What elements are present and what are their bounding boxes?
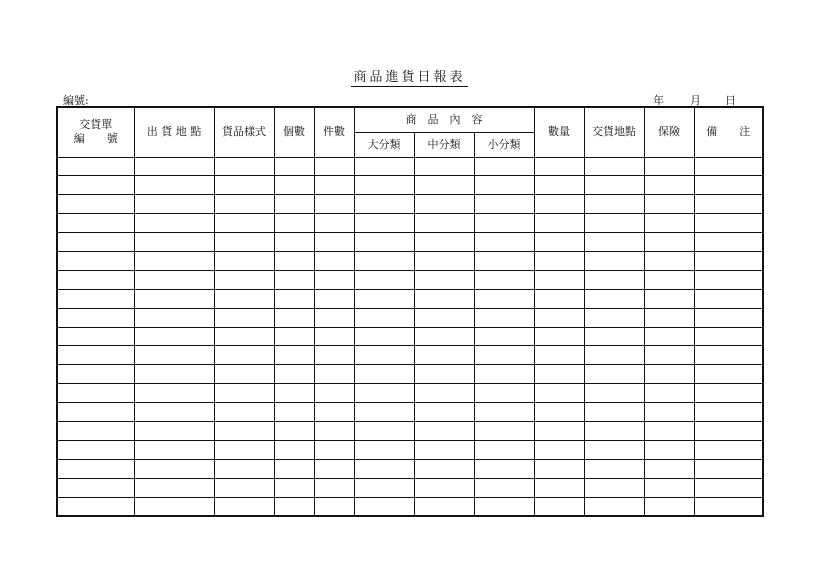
cell-delivery-place[interactable] bbox=[584, 346, 644, 365]
cell-style[interactable] bbox=[214, 440, 274, 459]
cell-medium-category[interactable] bbox=[414, 233, 474, 252]
cell-quantity[interactable] bbox=[534, 365, 584, 384]
table-row bbox=[57, 308, 763, 327]
cell-major-category[interactable] bbox=[354, 176, 414, 195]
cell-major-category[interactable] bbox=[354, 233, 414, 252]
cell-origin[interactable] bbox=[134, 214, 214, 233]
table-row bbox=[57, 289, 763, 308]
cell-units[interactable] bbox=[274, 421, 314, 440]
table-row bbox=[57, 327, 763, 346]
header-row-1 bbox=[57, 107, 763, 132]
cell-insurance[interactable] bbox=[644, 478, 694, 497]
cell-delivery-number[interactable] bbox=[57, 440, 134, 459]
cell-style[interactable] bbox=[214, 421, 274, 440]
cell-quantity[interactable] bbox=[534, 214, 584, 233]
table-row bbox=[57, 365, 763, 384]
cell-quantity[interactable] bbox=[534, 440, 584, 459]
cell-medium-category[interactable] bbox=[414, 497, 474, 516]
cell-major-category[interactable] bbox=[354, 195, 414, 214]
cell-medium-category[interactable] bbox=[414, 289, 474, 308]
cell-insurance[interactable] bbox=[644, 459, 694, 478]
cell-units[interactable] bbox=[274, 403, 314, 422]
header-remarks: 備 注 bbox=[694, 107, 763, 157]
cell-major-category[interactable] bbox=[354, 384, 414, 403]
cell-remarks[interactable] bbox=[694, 384, 763, 403]
cell-style[interactable] bbox=[214, 327, 274, 346]
cell-style[interactable] bbox=[214, 195, 274, 214]
cell-delivery-place[interactable] bbox=[584, 270, 644, 289]
cell-delivery-place[interactable] bbox=[584, 403, 644, 422]
header-delivery-number-line2: 編 號 bbox=[73, 132, 118, 146]
cell-style[interactable] bbox=[214, 176, 274, 195]
cell-style[interactable] bbox=[214, 384, 274, 403]
cell-delivery-number[interactable] bbox=[57, 289, 134, 308]
header-major-category: 大分類 bbox=[354, 132, 414, 157]
cell-major-category[interactable] bbox=[354, 440, 414, 459]
table-row bbox=[57, 421, 763, 440]
cell-origin[interactable] bbox=[134, 384, 214, 403]
cell-remarks[interactable] bbox=[694, 327, 763, 346]
table-row bbox=[57, 497, 763, 516]
cell-origin[interactable] bbox=[134, 403, 214, 422]
cell-quantity[interactable] bbox=[534, 384, 584, 403]
cell-delivery-place[interactable] bbox=[584, 233, 644, 252]
cell-quantity[interactable] bbox=[534, 478, 584, 497]
header-quantity: 數量 bbox=[534, 107, 584, 157]
cell-pieces[interactable] bbox=[314, 440, 354, 459]
cell-pieces[interactable] bbox=[314, 327, 354, 346]
cell-major-category[interactable] bbox=[354, 214, 414, 233]
cell-units[interactable] bbox=[274, 478, 314, 497]
cell-origin[interactable] bbox=[134, 289, 214, 308]
cell-units[interactable] bbox=[274, 346, 314, 365]
cell-medium-category[interactable] bbox=[414, 421, 474, 440]
table-row bbox=[57, 346, 763, 365]
cell-remarks[interactable] bbox=[694, 157, 763, 176]
cell-minor-category[interactable] bbox=[474, 478, 534, 497]
cell-origin[interactable] bbox=[134, 251, 214, 270]
cell-remarks[interactable] bbox=[694, 365, 763, 384]
cell-delivery-number[interactable] bbox=[57, 233, 134, 252]
table-row bbox=[57, 195, 763, 214]
cell-minor-category[interactable] bbox=[474, 270, 534, 289]
table-row bbox=[57, 214, 763, 233]
cell-major-category[interactable] bbox=[354, 157, 414, 176]
cell-major-category[interactable] bbox=[354, 497, 414, 516]
cell-style[interactable] bbox=[214, 403, 274, 422]
cell-units[interactable] bbox=[274, 440, 314, 459]
cell-medium-category[interactable] bbox=[414, 251, 474, 270]
cell-units[interactable] bbox=[274, 157, 314, 176]
cell-minor-category[interactable] bbox=[474, 327, 534, 346]
cell-minor-category[interactable] bbox=[474, 289, 534, 308]
cell-minor-category[interactable] bbox=[474, 214, 534, 233]
cell-medium-category[interactable] bbox=[414, 440, 474, 459]
cell-origin[interactable] bbox=[134, 308, 214, 327]
cell-pieces[interactable] bbox=[314, 157, 354, 176]
cell-pieces[interactable] bbox=[314, 270, 354, 289]
table-row bbox=[57, 157, 763, 176]
cell-delivery-number[interactable] bbox=[57, 176, 134, 195]
cell-remarks[interactable] bbox=[694, 251, 763, 270]
cell-quantity[interactable] bbox=[534, 459, 584, 478]
header-units: 個數 bbox=[274, 107, 314, 157]
cell-medium-category[interactable] bbox=[414, 308, 474, 327]
cell-major-category[interactable] bbox=[354, 327, 414, 346]
form-title-text: 商品進貨日報表 bbox=[353, 70, 466, 85]
cell-quantity[interactable] bbox=[534, 497, 584, 516]
cell-insurance[interactable] bbox=[644, 365, 694, 384]
cell-origin[interactable] bbox=[134, 157, 214, 176]
cell-medium-category[interactable] bbox=[414, 403, 474, 422]
cell-minor-category[interactable] bbox=[474, 233, 534, 252]
cell-quantity[interactable] bbox=[534, 233, 584, 252]
cell-medium-category[interactable] bbox=[414, 195, 474, 214]
cell-delivery-number[interactable] bbox=[57, 214, 134, 233]
cell-remarks[interactable] bbox=[694, 214, 763, 233]
cell-units[interactable] bbox=[274, 233, 314, 252]
table-row bbox=[57, 478, 763, 497]
cell-quantity[interactable] bbox=[534, 289, 584, 308]
cell-delivery-place[interactable] bbox=[584, 365, 644, 384]
cell-units[interactable] bbox=[274, 289, 314, 308]
cell-delivery-number[interactable] bbox=[57, 270, 134, 289]
cell-insurance[interactable] bbox=[644, 289, 694, 308]
cell-insurance[interactable] bbox=[644, 176, 694, 195]
cell-pieces[interactable] bbox=[314, 478, 354, 497]
cell-remarks[interactable] bbox=[694, 195, 763, 214]
cell-origin[interactable] bbox=[134, 195, 214, 214]
cell-medium-category[interactable] bbox=[414, 478, 474, 497]
cell-units[interactable] bbox=[274, 195, 314, 214]
cell-pieces[interactable] bbox=[314, 233, 354, 252]
cell-remarks[interactable] bbox=[694, 459, 763, 478]
date-year-label: 年 bbox=[653, 94, 664, 107]
date-day-label: 日 bbox=[725, 94, 736, 107]
cell-pieces[interactable] bbox=[314, 497, 354, 516]
cell-insurance[interactable] bbox=[644, 403, 694, 422]
cell-delivery-place[interactable] bbox=[584, 157, 644, 176]
cell-remarks[interactable] bbox=[694, 346, 763, 365]
cell-pieces[interactable] bbox=[314, 308, 354, 327]
cell-origin[interactable] bbox=[134, 497, 214, 516]
cell-insurance[interactable] bbox=[644, 421, 694, 440]
table-row bbox=[57, 440, 763, 459]
cell-minor-category[interactable] bbox=[474, 251, 534, 270]
cell-delivery-place[interactable] bbox=[584, 459, 644, 478]
cell-delivery-number[interactable] bbox=[57, 157, 134, 176]
cell-origin[interactable] bbox=[134, 421, 214, 440]
cell-pieces[interactable] bbox=[314, 421, 354, 440]
cell-delivery-place[interactable] bbox=[584, 176, 644, 195]
header-delivery-number bbox=[57, 107, 134, 157]
cell-pieces[interactable] bbox=[314, 214, 354, 233]
table-row bbox=[57, 251, 763, 270]
cell-style[interactable] bbox=[214, 459, 274, 478]
cell-minor-category[interactable] bbox=[474, 346, 534, 365]
cell-delivery-place[interactable] bbox=[584, 289, 644, 308]
cell-pieces[interactable] bbox=[314, 384, 354, 403]
cell-style[interactable] bbox=[214, 478, 274, 497]
table-row bbox=[57, 233, 763, 252]
cell-remarks[interactable] bbox=[694, 289, 763, 308]
cell-delivery-number[interactable] bbox=[57, 195, 134, 214]
cell-major-category[interactable] bbox=[354, 365, 414, 384]
cell-insurance[interactable] bbox=[644, 440, 694, 459]
cell-remarks[interactable] bbox=[694, 440, 763, 459]
table-row bbox=[57, 403, 763, 422]
cell-delivery-place[interactable] bbox=[584, 497, 644, 516]
table-row bbox=[57, 384, 763, 403]
cell-minor-category[interactable] bbox=[474, 421, 534, 440]
cell-units[interactable] bbox=[274, 327, 314, 346]
cell-units[interactable] bbox=[274, 365, 314, 384]
cell-units[interactable] bbox=[274, 176, 314, 195]
cell-medium-category[interactable] bbox=[414, 346, 474, 365]
cell-origin[interactable] bbox=[134, 270, 214, 289]
cell-major-category[interactable] bbox=[354, 270, 414, 289]
cell-minor-category[interactable] bbox=[474, 459, 534, 478]
cell-insurance[interactable] bbox=[644, 270, 694, 289]
header-origin: 出 貨 地 點 bbox=[134, 107, 214, 157]
cell-minor-category[interactable] bbox=[474, 176, 534, 195]
cell-insurance[interactable] bbox=[644, 214, 694, 233]
date-month-label: 月 bbox=[690, 94, 701, 107]
cell-quantity[interactable] bbox=[534, 308, 584, 327]
cell-insurance[interactable] bbox=[644, 157, 694, 176]
cell-major-category[interactable] bbox=[354, 478, 414, 497]
cell-medium-category[interactable] bbox=[414, 270, 474, 289]
serial-number-label: 編號: bbox=[63, 94, 89, 107]
cell-delivery-number[interactable] bbox=[57, 384, 134, 403]
cell-delivery-number[interactable] bbox=[57, 478, 134, 497]
cell-major-category[interactable] bbox=[354, 421, 414, 440]
cell-remarks[interactable] bbox=[694, 421, 763, 440]
cell-delivery-place[interactable] bbox=[584, 384, 644, 403]
cell-major-category[interactable] bbox=[354, 459, 414, 478]
header-style: 貨品樣式 bbox=[214, 107, 274, 157]
cell-origin[interactable] bbox=[134, 176, 214, 195]
header-minor-category: 小分類 bbox=[474, 132, 534, 157]
form-title bbox=[0, 66, 819, 85]
cell-origin[interactable] bbox=[134, 459, 214, 478]
cell-medium-category[interactable] bbox=[414, 459, 474, 478]
cell-medium-category[interactable] bbox=[414, 157, 474, 176]
cell-pieces[interactable] bbox=[314, 459, 354, 478]
header-content: 商 品 內 容 bbox=[354, 107, 534, 132]
cell-quantity[interactable] bbox=[534, 251, 584, 270]
cell-style[interactable] bbox=[214, 157, 274, 176]
cell-major-category[interactable] bbox=[354, 346, 414, 365]
cell-medium-category[interactable] bbox=[414, 365, 474, 384]
table-row bbox=[57, 459, 763, 478]
header-delivery-place: 交貨地點 bbox=[584, 107, 644, 157]
cell-insurance[interactable] bbox=[644, 233, 694, 252]
cell-minor-category[interactable] bbox=[474, 403, 534, 422]
cell-quantity[interactable] bbox=[534, 176, 584, 195]
table-row bbox=[57, 176, 763, 195]
cell-style[interactable] bbox=[214, 497, 274, 516]
cell-minor-category[interactable] bbox=[474, 384, 534, 403]
cell-pieces[interactable] bbox=[314, 176, 354, 195]
goods-receipt-table bbox=[56, 106, 764, 517]
cell-quantity[interactable] bbox=[534, 403, 584, 422]
cell-quantity[interactable] bbox=[534, 327, 584, 346]
cell-style[interactable] bbox=[214, 270, 274, 289]
cell-remarks[interactable] bbox=[694, 308, 763, 327]
header-pieces: 件數 bbox=[314, 107, 354, 157]
cell-style[interactable] bbox=[214, 365, 274, 384]
cell-minor-category[interactable] bbox=[474, 157, 534, 176]
cell-delivery-number[interactable] bbox=[57, 497, 134, 516]
cell-medium-category[interactable] bbox=[414, 327, 474, 346]
cell-delivery-number[interactable] bbox=[57, 308, 134, 327]
cell-pieces[interactable] bbox=[314, 251, 354, 270]
cell-remarks[interactable] bbox=[694, 176, 763, 195]
cell-pieces[interactable] bbox=[314, 195, 354, 214]
cell-quantity[interactable] bbox=[534, 421, 584, 440]
cell-origin[interactable] bbox=[134, 440, 214, 459]
cell-minor-category[interactable] bbox=[474, 365, 534, 384]
cell-units[interactable] bbox=[274, 384, 314, 403]
cell-delivery-place[interactable] bbox=[584, 478, 644, 497]
cell-style[interactable] bbox=[214, 251, 274, 270]
cell-insurance[interactable] bbox=[644, 384, 694, 403]
cell-remarks[interactable] bbox=[694, 478, 763, 497]
header-insurance: 保險 bbox=[644, 107, 694, 157]
cell-units[interactable] bbox=[274, 270, 314, 289]
cell-style[interactable] bbox=[214, 346, 274, 365]
cell-origin[interactable] bbox=[134, 365, 214, 384]
cell-insurance[interactable] bbox=[644, 346, 694, 365]
cell-insurance[interactable] bbox=[644, 195, 694, 214]
cell-origin[interactable] bbox=[134, 327, 214, 346]
cell-delivery-number[interactable] bbox=[57, 459, 134, 478]
cell-delivery-number[interactable] bbox=[57, 403, 134, 422]
cell-style[interactable] bbox=[214, 308, 274, 327]
cell-remarks[interactable] bbox=[694, 270, 763, 289]
cell-delivery-place[interactable] bbox=[584, 440, 644, 459]
cell-pieces[interactable] bbox=[314, 289, 354, 308]
cell-delivery-number[interactable] bbox=[57, 346, 134, 365]
cell-delivery-place[interactable] bbox=[584, 214, 644, 233]
cell-medium-category[interactable] bbox=[414, 176, 474, 195]
cell-major-category[interactable] bbox=[354, 289, 414, 308]
cell-quantity[interactable] bbox=[534, 270, 584, 289]
cell-origin[interactable] bbox=[134, 478, 214, 497]
cell-units[interactable] bbox=[274, 214, 314, 233]
cell-pieces[interactable] bbox=[314, 403, 354, 422]
cell-quantity[interactable] bbox=[534, 346, 584, 365]
cell-delivery-place[interactable] bbox=[584, 421, 644, 440]
cell-origin[interactable] bbox=[134, 233, 214, 252]
cell-medium-category[interactable] bbox=[414, 214, 474, 233]
cell-units[interactable] bbox=[274, 308, 314, 327]
cell-delivery-number[interactable] bbox=[57, 365, 134, 384]
cell-pieces[interactable] bbox=[314, 365, 354, 384]
cell-style[interactable] bbox=[214, 214, 274, 233]
cell-insurance[interactable] bbox=[644, 308, 694, 327]
cell-delivery-place[interactable] bbox=[584, 308, 644, 327]
cell-style[interactable] bbox=[214, 233, 274, 252]
header-delivery-number-line1: 交貨單 bbox=[79, 118, 113, 132]
cell-insurance[interactable] bbox=[644, 497, 694, 516]
cell-delivery-place[interactable] bbox=[584, 251, 644, 270]
cell-quantity[interactable] bbox=[534, 157, 584, 176]
cell-major-category[interactable] bbox=[354, 403, 414, 422]
cell-delivery-number[interactable] bbox=[57, 327, 134, 346]
cell-major-category[interactable] bbox=[354, 251, 414, 270]
cell-medium-category[interactable] bbox=[414, 384, 474, 403]
cell-insurance[interactable] bbox=[644, 251, 694, 270]
cell-units[interactable] bbox=[274, 251, 314, 270]
cell-units[interactable] bbox=[274, 459, 314, 478]
cell-remarks[interactable] bbox=[694, 403, 763, 422]
cell-major-category[interactable] bbox=[354, 308, 414, 327]
cell-delivery-number[interactable] bbox=[57, 251, 134, 270]
cell-minor-category[interactable] bbox=[474, 497, 534, 516]
cell-minor-category[interactable] bbox=[474, 440, 534, 459]
cell-insurance[interactable] bbox=[644, 327, 694, 346]
cell-remarks[interactable] bbox=[694, 497, 763, 516]
cell-minor-category[interactable] bbox=[474, 308, 534, 327]
cell-units[interactable] bbox=[274, 497, 314, 516]
cell-style[interactable] bbox=[214, 289, 274, 308]
cell-remarks[interactable] bbox=[694, 233, 763, 252]
cell-quantity[interactable] bbox=[534, 195, 584, 214]
cell-delivery-place[interactable] bbox=[584, 195, 644, 214]
table-row bbox=[57, 270, 763, 289]
cell-minor-category[interactable] bbox=[474, 195, 534, 214]
header-medium-category: 中分類 bbox=[414, 132, 474, 157]
cell-pieces[interactable] bbox=[314, 346, 354, 365]
cell-delivery-place[interactable] bbox=[584, 327, 644, 346]
cell-origin[interactable] bbox=[134, 346, 214, 365]
cell-delivery-number[interactable] bbox=[57, 421, 134, 440]
